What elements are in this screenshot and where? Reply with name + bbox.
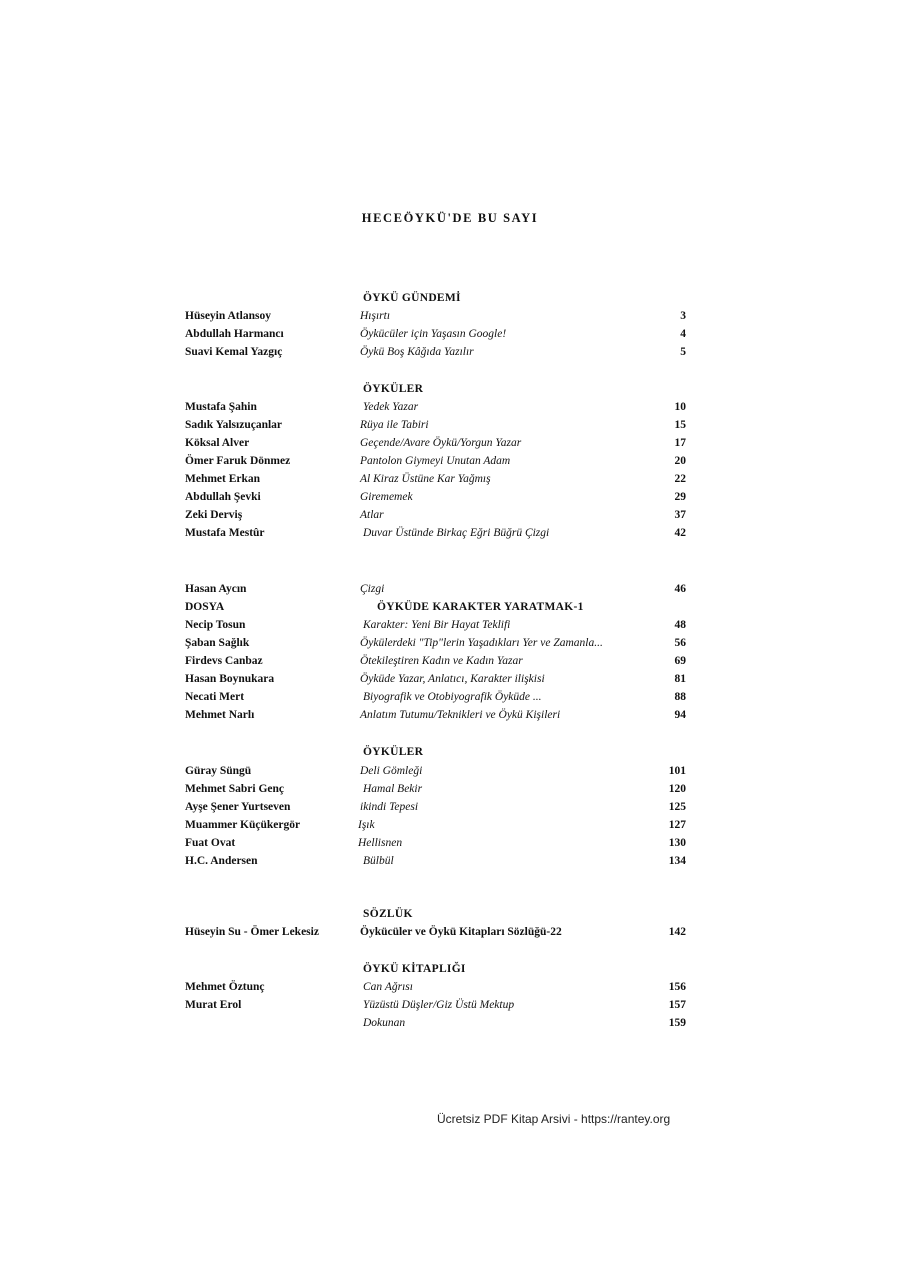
toc-author: Güray Süngü	[185, 765, 252, 777]
toc-page-number: 37	[674, 509, 686, 521]
section-heading-dosya: ÖYKÜDE KARAKTER YARATMAK-1	[377, 601, 584, 613]
toc-row	[0, 834, 900, 852]
toc-author: Murat Erol	[185, 999, 242, 1011]
section-heading-oykuler-2: ÖYKÜLER	[363, 746, 424, 758]
toc-page-number: 69	[674, 655, 686, 667]
toc-title: Rüya ile Tabiri	[360, 419, 429, 431]
toc-row	[0, 506, 900, 524]
toc-title: Bülbül	[363, 855, 394, 867]
toc-title: Geçende/Avare Öykü/Yorgun Yazar	[360, 437, 522, 449]
toc-page-number: 29	[674, 491, 686, 503]
toc-page-number: 159	[668, 1017, 686, 1029]
toc-row	[0, 325, 900, 343]
toc-author: Mehmet Sabri Genç	[185, 783, 285, 795]
toc-row	[0, 816, 900, 834]
toc-page-number: 3	[680, 310, 686, 322]
toc-author: Mehmet Narlı	[185, 709, 255, 721]
toc-author: Hasan Boynukara	[185, 673, 275, 685]
toc-row	[0, 652, 900, 670]
toc-title: Öyküde Yazar, Anlatıcı, Karakter ilişkisi	[360, 673, 545, 685]
toc-title: Yedek Yazar	[363, 401, 419, 413]
toc-title: Hamal Bekir	[363, 783, 423, 795]
toc-author: H.C. Andersen	[185, 855, 258, 867]
toc-row	[0, 978, 900, 996]
toc-author: Abdullah Şevki	[185, 491, 261, 503]
toc-title: Duvar Üstünde Birkaç Eğri Büğrü Çizgi	[363, 527, 550, 539]
toc-page-number: 20	[674, 455, 686, 467]
toc-row	[0, 434, 900, 452]
toc-author: Abdullah Harmancı	[185, 328, 284, 340]
toc-title: Anlatım Tutumu/Teknikleri ve Öykü Kişileri	[360, 709, 561, 721]
toc-author: DOSYA	[185, 601, 225, 613]
toc-author: Hüseyin Atlansoy	[185, 310, 271, 322]
toc-title: Öykü Boş Kâğıda Yazılır	[360, 346, 474, 358]
toc-title: Dokunan	[363, 1017, 406, 1029]
toc-row	[0, 634, 900, 652]
toc-page-number: 48	[674, 619, 686, 631]
toc-page-number: 42	[674, 527, 686, 539]
section-heading-oyku-gundemi: ÖYKÜ GÜNDEMİ	[363, 292, 461, 304]
toc-author: Mustafa Şahin	[185, 401, 257, 413]
footer-text: Ücretsiz PDF Kitap Arsivi - https://rantey.org	[437, 1112, 671, 1126]
toc-page-number: 125	[668, 801, 686, 813]
toc-row	[0, 470, 900, 488]
toc-row	[0, 798, 900, 816]
page-title: HECEÖYKÜ'DE BU SAYI	[361, 211, 539, 225]
toc-row	[0, 688, 900, 706]
toc-author: Ayşe Şener Yurtseven	[185, 801, 291, 813]
toc-author: Ömer Faruk Dönmez	[185, 455, 291, 467]
toc-author: Suavi Kemal Yazgıç	[185, 346, 283, 358]
toc-row	[0, 1014, 900, 1032]
toc-author: Fuat Ovat	[185, 837, 236, 849]
toc-title: Hellisnen	[358, 837, 403, 849]
toc-page-number: 157	[668, 999, 686, 1011]
toc-author: Zeki Derviş	[185, 509, 243, 521]
toc-title: Atlar	[360, 509, 384, 521]
toc-title: Çizgi	[360, 583, 385, 595]
toc-row	[0, 524, 900, 542]
toc-row	[0, 923, 900, 941]
toc-author: Necip Tosun	[185, 619, 246, 631]
toc-row	[0, 580, 900, 598]
toc-title: Öykücüler ve Öykü Kitapları Sözlüğü-22	[360, 926, 562, 938]
section-heading-oykuler: ÖYKÜLER	[363, 383, 424, 395]
toc-title: Girememek	[360, 491, 413, 503]
toc-author: Hasan Aycın	[185, 583, 247, 595]
toc-title: Can Ağrısı	[363, 981, 413, 993]
toc-row	[0, 416, 900, 434]
toc-page-number: 134	[668, 855, 686, 867]
toc-title: Ötekileştiren Kadın ve Kadın Yazar	[360, 655, 523, 667]
toc-author: Firdevs Canbaz	[185, 655, 263, 667]
toc-author: Mehmet Erkan	[185, 473, 261, 485]
toc-title: Öykücüler için Yaşasın Google!	[360, 328, 507, 340]
toc-row	[0, 488, 900, 506]
toc-row	[0, 343, 900, 361]
toc-row	[0, 852, 900, 870]
toc-page-number: 94	[674, 709, 686, 721]
toc-author: Muammer Küçükergör	[185, 819, 301, 831]
toc-page-number: 46	[674, 583, 686, 595]
toc-title: Al Kiraz Üstüne Kar Yağmış	[360, 473, 491, 485]
toc-title: Deli Gömleği	[360, 765, 423, 777]
toc-title: ikindi Tepesi	[360, 801, 419, 813]
toc-page-number: 17	[674, 437, 686, 449]
toc-page-number: 15	[674, 419, 686, 431]
toc-title: Öykülerdeki "Tip"lerin Yaşadıkları Yer ve Zamanla...	[360, 637, 603, 649]
toc-title: Karakter: Yeni Bir Hayat Teklifi	[363, 619, 511, 631]
toc-row	[0, 307, 900, 325]
toc-row	[0, 670, 900, 688]
toc-page-number: 10	[674, 401, 686, 413]
toc-title: Işık	[358, 819, 375, 831]
toc-row	[0, 780, 900, 798]
toc-row	[0, 996, 900, 1014]
toc-author: Köksal Alver	[185, 437, 250, 449]
toc-row	[0, 598, 900, 616]
toc-page-number: 4	[680, 328, 686, 340]
toc-page-number: 101	[668, 765, 686, 777]
toc-page-number: 88	[674, 691, 686, 703]
toc-row	[0, 452, 900, 470]
toc-author: Sadık Yalsızuçanlar	[185, 419, 283, 431]
toc-row	[0, 762, 900, 780]
toc-page-number: 130	[668, 837, 686, 849]
toc-row	[0, 398, 900, 416]
toc-title: Biyografik ve Otobiyografik Öyküde ...	[363, 691, 542, 703]
toc-page-number: 156	[668, 981, 686, 993]
toc-page-number: 127	[668, 819, 686, 831]
toc-author: Necati Mert	[185, 691, 245, 703]
toc-author: Mustafa Mestûr	[185, 527, 265, 539]
toc-title: Pantolon Giymeyi Unutan Adam	[360, 455, 511, 467]
toc-row	[0, 706, 900, 724]
toc-page-number: 5	[680, 346, 686, 358]
toc-page-number: 142	[668, 926, 686, 938]
section-heading-sozluk: SÖZLÜK	[363, 908, 413, 920]
toc-row	[0, 616, 900, 634]
toc-author: Şaban Sağlık	[185, 637, 250, 649]
toc-page-number: 56	[674, 637, 686, 649]
toc-author: Hüseyin Su - Ömer Lekesiz	[185, 926, 319, 938]
toc-page-number: 120	[668, 783, 686, 795]
toc-title: Hışırtı	[360, 310, 391, 322]
toc-author: Mehmet Öztunç	[185, 981, 265, 993]
section-heading-oyku-kitapligi: ÖYKÜ KİTAPLIĞI	[363, 963, 466, 975]
toc-page-number: 22	[674, 473, 686, 485]
toc-page-number: 81	[674, 673, 686, 685]
toc-title: Yüzüstü Düşler/Giz Üstü Mektup	[363, 999, 515, 1011]
